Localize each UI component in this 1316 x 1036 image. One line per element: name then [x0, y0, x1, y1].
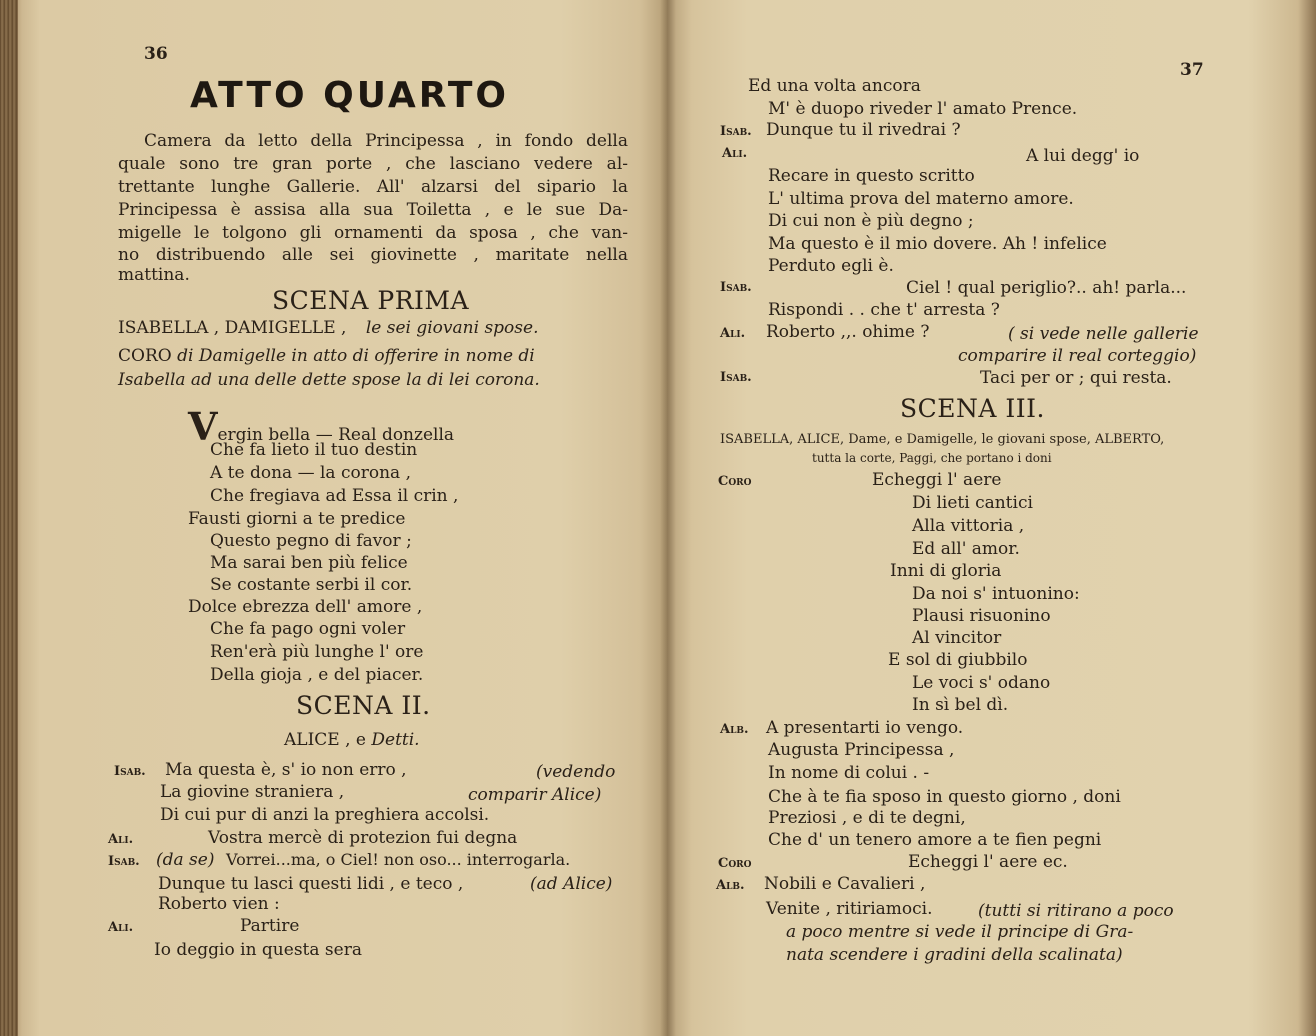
verse-line: Che fa lieto il tuo destin — [210, 440, 418, 460]
speaker-isabella: Isab. — [114, 764, 146, 779]
characters-italic: Detti. — [371, 730, 420, 750]
speaker-alice: Ali. — [108, 920, 134, 935]
coro-direction — [118, 346, 535, 366]
verse-line: Questo pegno di favor ; — [210, 531, 412, 551]
chorus-line: In sì bel dì. — [912, 695, 1009, 715]
dialogue-line: Vorrei...ma, o Ciel! non oso... interrogarla. — [226, 850, 571, 869]
dialogue-line: Echeggi l' aere ec. — [908, 852, 1068, 872]
speaker-isabella: Isab. — [720, 370, 752, 385]
dialogue-line: L' ultima prova del materno amore. — [768, 189, 1074, 209]
dialogue-line: Ed una volta ancora — [748, 76, 921, 96]
stage-direction-line: quale sono tre gran porte , che lasciano vedere al- — [118, 154, 628, 174]
chorus-line: Inni di gloria — [890, 561, 1002, 581]
coro-direction-text: Isabella ad una delle dette spose la di lei corona. — [118, 370, 540, 390]
stage-direction-line: Camera da letto della Principessa , in fondo della — [144, 131, 628, 151]
dialogue-line: Augusta Principessa , — [768, 740, 955, 760]
dialogue-line: Di cui non è più degno ; — [768, 211, 974, 231]
dialogue-line: Vostra mercè di protezion fui degna — [208, 828, 518, 848]
verse-line: Se costante serbi il cor. — [210, 575, 413, 595]
characters-italic: le sei giovani spose. — [365, 318, 539, 338]
scene-title: SCENA PRIMA — [272, 286, 470, 315]
dialogue-line: Di cui pur di anzi la preghiera accolsi. — [160, 805, 490, 825]
verse-line: Che fregiava ad Essa il crin , — [210, 486, 459, 506]
scene-title: SCENA II. — [296, 691, 431, 720]
stage-direction-line: Principessa è assisa alla sua Toiletta , e le sue Da- — [118, 200, 628, 220]
coro-direction-text: di Damigelle in atto di offerire in nome di — [177, 346, 535, 366]
chorus-line: Ed all' amor. — [912, 539, 1020, 559]
verse-line: Ren'erà più lunghe l' ore — [210, 642, 424, 662]
verse-line: Ma sarai ben più felice — [210, 553, 408, 573]
stage-note: comparire il real corteggio) — [958, 346, 1197, 366]
chorus-line: Plausi risuonino — [912, 606, 1051, 626]
stage-note: nata scendere i gradini della scalinata) — [786, 945, 1123, 965]
speaker-alice: Ali. — [720, 326, 746, 341]
speaker-coro: Coro — [718, 856, 752, 871]
scene-characters: tutta la corte, Paggi, che portano i doni — [812, 451, 1052, 465]
page-number: 36 — [144, 44, 168, 64]
dialogue-line: Preziosi , e di te degni, — [768, 808, 966, 828]
right-page — [668, 0, 1316, 1036]
scene-title: SCENA III. — [900, 394, 1045, 423]
chorus-line: Le voci s' odano — [912, 673, 1051, 693]
chorus-line: Di lieti cantici — [912, 493, 1033, 513]
scene-characters: ISABELLA, ALICE, Dame, e Damigelle, le giovani spose, ALBERTO, — [720, 432, 1165, 447]
stage-note: a poco mentre si vede il principe di Gra- — [786, 922, 1134, 942]
speaker-alberto: Alb. — [716, 878, 745, 893]
dialogue-line: Nobili e Cavalieri , — [764, 874, 926, 894]
chorus-line: Al vincitor — [912, 628, 1002, 648]
dialogue-line: Che à te fia sposo in questo giorno , doni — [768, 787, 1121, 807]
dialogue-line: A presentarti io vengo. — [766, 718, 964, 738]
dialogue-line: Rispondi . . che t' arresta ? — [768, 300, 1000, 320]
verse-line: Della gioja , e del piacer. — [210, 665, 424, 685]
stage-direction-line: trettante lunghe Gallerie. All' alzarsi del sipario la — [118, 177, 628, 197]
verse-line: Che fa pago ogni voler — [210, 619, 406, 639]
stage-note: comparir Alice) — [468, 785, 602, 805]
characters-text: ISABELLA , DAMIGELLE , — [118, 318, 347, 338]
verse-line: Dolce ebrezza dell' amore , — [188, 597, 423, 617]
stage-note: ( si vede nelle gallerie — [1008, 324, 1199, 344]
chorus-line: E sol di giubbilo — [888, 650, 1028, 670]
dialogue-line: Taci per or ; qui resta. — [980, 368, 1172, 388]
dialogue-line: Roberto vien : — [158, 894, 280, 914]
speaker-alberto: Alb. — [720, 722, 749, 737]
dialogue-line: Ma questo è il mio dovere. Ah ! infelice — [768, 234, 1107, 254]
dialogue-line: Ma questa è, s' io non erro , — [165, 760, 407, 780]
stage-note: (tutti si ritirano a poco — [978, 901, 1174, 921]
dialogue-line: Dunque tu il rivedrai ? — [766, 120, 961, 140]
speaker-isabella: Isab. — [720, 124, 752, 139]
speaker-isabella: Isab. — [720, 280, 752, 295]
speaker-alice: Ali. — [722, 146, 748, 161]
dialogue-line: A lui degg' io — [1026, 146, 1140, 166]
dialogue-line: M' è duopo riveder l' amato Prence. — [768, 99, 1078, 119]
verse-line: A te dona — la corona , — [210, 463, 411, 483]
scene-characters — [284, 730, 420, 750]
chorus-line: Echeggi l' aere — [872, 470, 1002, 490]
verse-text: ergin bella — Real donzella — [217, 425, 455, 445]
book-gutter — [660, 0, 676, 1036]
dialogue-line: Roberto ,,. ohime ? — [766, 322, 930, 342]
stage-direction-line: mattina. — [118, 265, 190, 285]
chorus-line: Alla vittoria , — [912, 516, 1025, 536]
dialogue-line: La giovine straniera , — [160, 782, 345, 802]
page-number: 37 — [1180, 60, 1204, 80]
characters-text: ALICE , e — [284, 730, 366, 750]
speaker-coro: Coro — [718, 474, 752, 489]
drop-cap: V — [188, 404, 218, 449]
dialogue-line: Venite , ritiriamoci. — [766, 899, 933, 919]
stage-direction-line: migelle le tolgono gli ornamenti da sposa , che van- — [118, 223, 628, 243]
dialogue-line: Partire — [240, 916, 300, 936]
dialogue-line: Recare in questo scritto — [768, 166, 975, 186]
chorus-line: Da noi s' intuonino: — [912, 584, 1080, 604]
stage-note: (da se) — [156, 850, 215, 870]
act-title: ATTO QUARTO — [190, 75, 509, 116]
scene-characters — [118, 318, 628, 338]
dialogue-line: Dunque tu lasci questi lidi , e teco , — [158, 874, 464, 894]
stage-note: (vedendo — [536, 762, 616, 782]
dialogue-line: Perduto egli è. — [768, 256, 894, 276]
speaker-alice: Ali. — [108, 832, 134, 847]
dialogue-line: Che d' un tenero amore a te fien pegni — [768, 830, 1102, 850]
stage-direction-line: no distribuendo alle sei giovinette , maritate nella — [118, 245, 628, 265]
speaker-isabella: Isab. — [108, 854, 140, 869]
dialogue-line: Io deggio in questa sera — [154, 940, 362, 960]
page-edge — [0, 0, 18, 1036]
verse-line: Fausti giorni a te predice — [188, 509, 406, 529]
coro-label: CORO — [118, 346, 172, 366]
stage-note: (ad Alice) — [530, 874, 613, 894]
dialogue-line: Ciel ! qual periglio?.. ah! parla... — [906, 278, 1187, 298]
dialogue-line: In nome di colui . - — [768, 763, 930, 783]
